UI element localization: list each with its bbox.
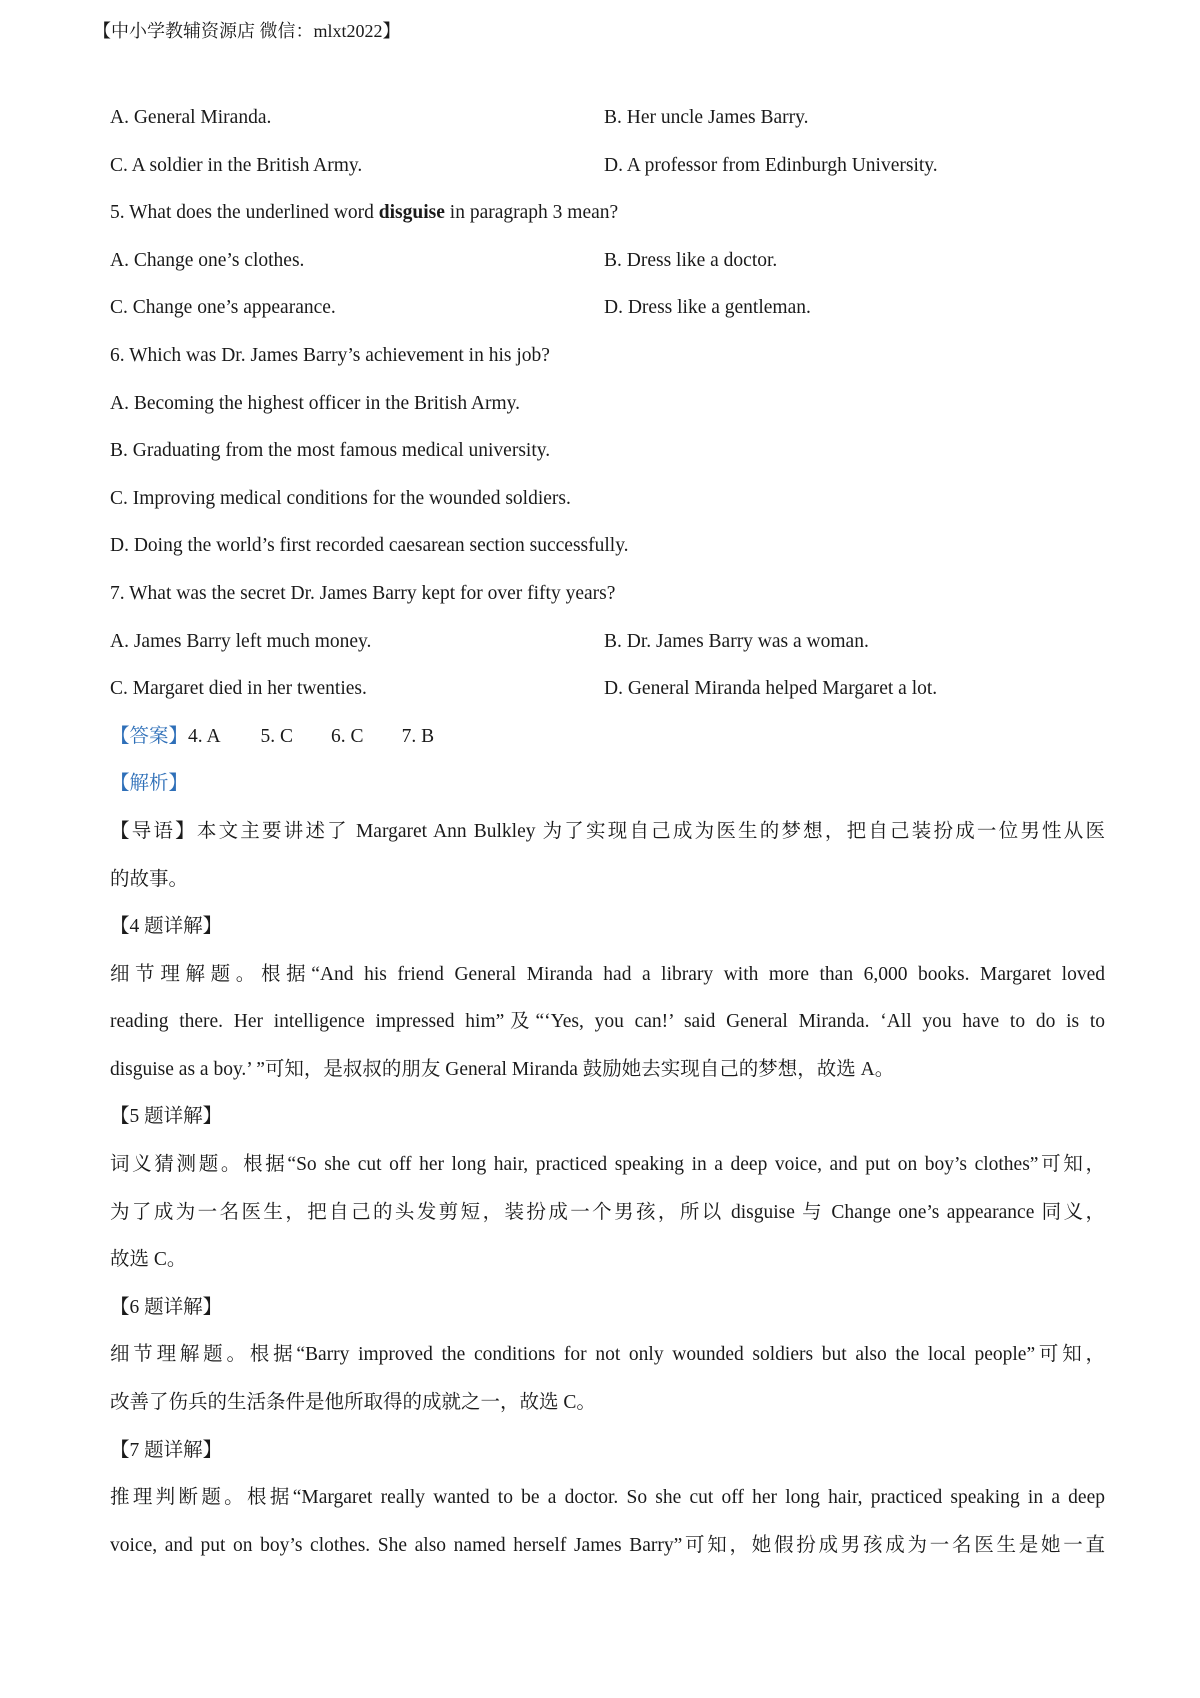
q5-options-row-2 — [110, 284, 1105, 332]
q7-options-row-2 — [110, 665, 1105, 713]
detail5-line: 故选 C。 — [110, 1249, 187, 1271]
q5-stem-before: 5. What does the underlined word — [110, 202, 379, 224]
detail7-line: voice, and put on boy’s clothes. She also named herself James Barry”可知，她假扮成男孩成为一名医生是她一直 — [110, 1534, 1105, 1556]
q5-option-d: D. Dress like a gentleman. — [604, 297, 811, 319]
q7-option-d: D. General Miranda helped Margaret a lot. — [604, 678, 938, 700]
detail4-line: disguise as a boy.’ ”可知，是叔叔的朋友 General Miranda 鼓励她去实现自己的梦想，故选 A。 — [110, 1058, 895, 1080]
q7-options-row-1 — [110, 618, 1105, 666]
detail7-heading: 【7 题详解】 — [110, 1439, 223, 1461]
q7-option-a: A. James Barry left much money. — [110, 630, 372, 652]
q5-option-a: A. Change one’s clothes. — [110, 249, 305, 271]
answer-label: 【答案】 — [110, 725, 189, 747]
answer-item: 7. B — [401, 725, 435, 747]
q6-option-a: A. Becoming the highest officer in the British Army. — [110, 392, 520, 414]
answer-line — [110, 713, 1105, 761]
q7-stem: 7. What was the secret Dr. James Barry kept for over fifty years? — [110, 582, 616, 604]
detail7-line: 推理判断题。根据“Margaret really wanted to be a doctor. So she cut off her long hair, practiced speaking in a deep — [110, 1487, 1105, 1509]
q5-option-b: B. Dress like a doctor. — [604, 249, 778, 271]
q4-option-d: D. A professor from Edinburgh University. — [604, 154, 938, 176]
detail5-line: 词义猜测题。根据“So she cut off her long hair, practiced speaking in a deep voice, and put on boy’s clothes”可知， — [110, 1154, 1105, 1176]
detail5-heading: 【5 题详解】 — [110, 1106, 223, 1128]
q4-option-a: A. General Miranda. — [110, 107, 272, 128]
intro-line: 的故事。 — [110, 868, 189, 890]
detail4-line: reading there. Her intelligence impressed him”及“‘Yes, you can!’ said General Miranda. ‘All you have to do is to — [110, 1011, 1105, 1033]
q6-option-d: D. Doing the world’s first recorded caesarean section successfully. — [110, 535, 629, 557]
q5-stem-keyword: disguise — [378, 202, 445, 224]
q6-stem: 6. Which was Dr. James Barry’s achievement in his job? — [110, 344, 550, 366]
detail5-line: 为了成为一名医生，把自己的头发剪短，装扮成一个男孩，所以 disguise 与 Change one’s appearance 同义， — [110, 1201, 1105, 1223]
q7-option-c: C. Margaret died in her twenties. — [110, 678, 367, 700]
q4-option-c: C. A soldier in the British Army. — [110, 154, 363, 176]
q4-options-row-2 — [110, 142, 1105, 190]
q5-options-row-1 — [110, 237, 1105, 285]
q4-option-b: B. Her uncle James Barry. — [604, 107, 809, 128]
detail4-heading: 【4 题详解】 — [110, 916, 223, 938]
page-header-watermark: 【中小学教辅资源店 微信：mlxt2022】 — [93, 21, 401, 41]
analysis-label: 【解析】 — [110, 773, 189, 795]
detail4-line: 细节理解题。根据“And his friend General Miranda had a library with more than 6,000 books. Margaret loved — [110, 963, 1105, 985]
q6-option-c: C. Improving medical conditions for the wounded soldiers. — [110, 487, 571, 509]
answer-item: 6. C — [331, 725, 364, 747]
q5-stem — [110, 189, 1105, 237]
answer-item: 5. C — [260, 725, 294, 747]
answer-item: 4. A — [188, 725, 221, 747]
detail6-line: 改善了伤兵的生活条件是他所取得的成就之一，故选 C。 — [110, 1392, 596, 1414]
q5-stem-after: in paragraph 3 mean? — [444, 202, 619, 224]
q5-option-c: C. Change one’s appearance. — [110, 297, 336, 319]
q7-option-b: B. Dr. James Barry was a woman. — [604, 630, 869, 652]
q4-options-row-1 — [110, 94, 1105, 142]
detail6-heading: 【6 题详解】 — [110, 1296, 223, 1318]
q6-option-b: B. Graduating from the most famous medical university. — [110, 440, 551, 462]
intro-line: 【导语】本文主要讲述了 Margaret Ann Bulkley 为了实现自己成为医生的梦想，把自己装扮成一位男性从医 — [110, 820, 1105, 842]
document-body — [110, 94, 1105, 1569]
detail6-line: 细节理解题。根据“Barry improved the conditions for not only wounded soldiers but also the local people”可知， — [110, 1344, 1105, 1366]
